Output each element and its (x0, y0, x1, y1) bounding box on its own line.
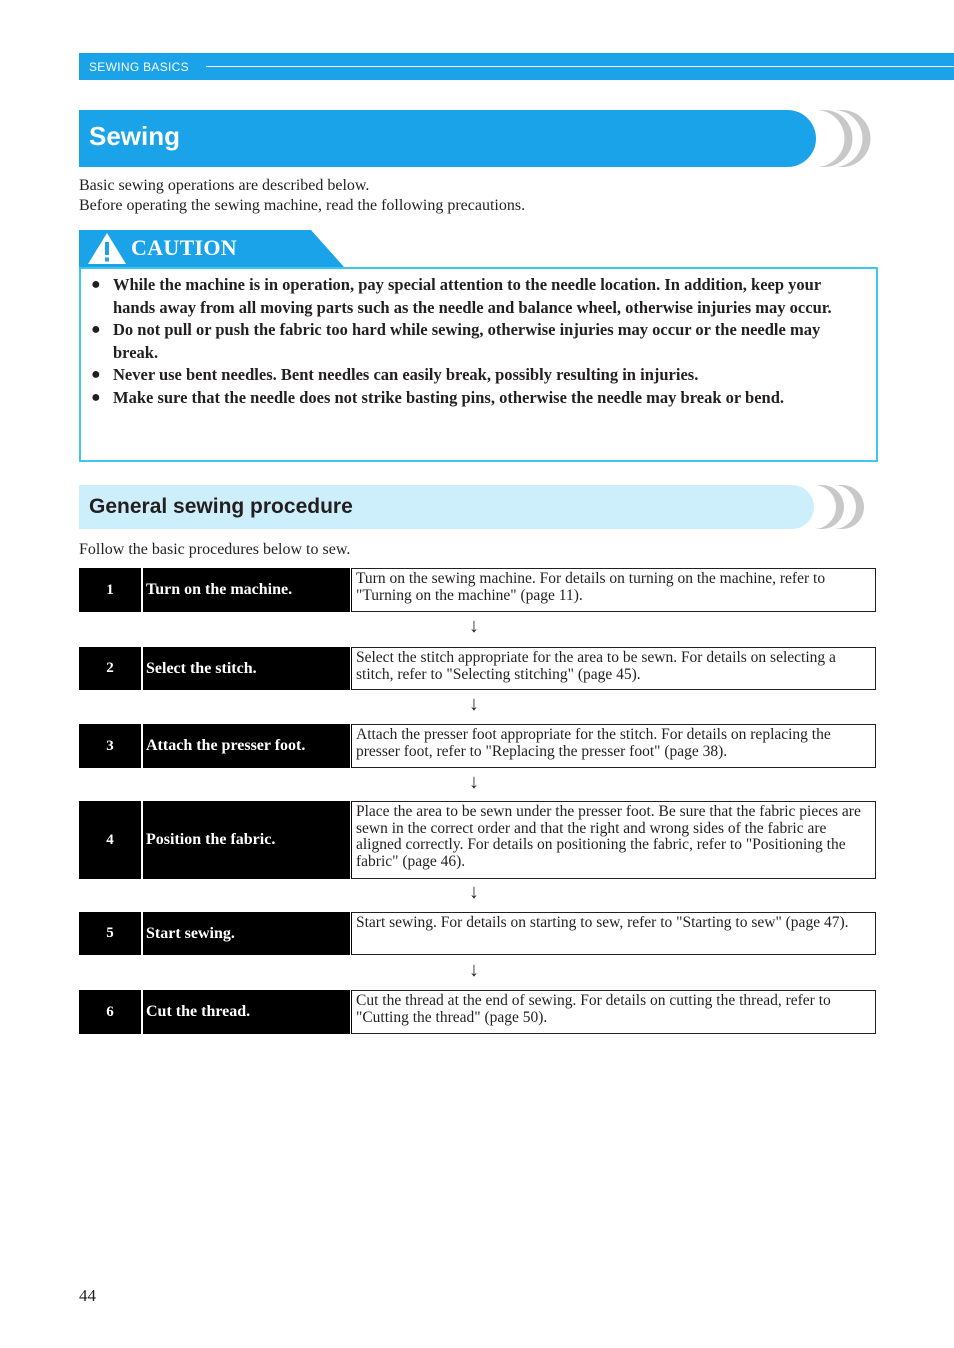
bullet-icon: ● (91, 366, 101, 383)
subsection-title: General sewing procedure (89, 495, 353, 518)
step-name: Attach the presser foot. (143, 724, 351, 768)
step-row (79, 801, 876, 879)
step-row (79, 912, 876, 955)
bullet-icon: ● (91, 276, 101, 293)
caution-item: ● While the machine is in operation, pay special attention to the needle location. In addition, keep your hands away from all moving parts such as the needle and balance wheel, otherwise injuries may occur. (91, 275, 832, 317)
step-description: Cut the thread at the end of sewing. For details on cutting the thread, refer to "Cutting the thread" (page 50). (351, 990, 876, 1034)
step-number: 3 (79, 724, 143, 768)
step-number: 5 (79, 912, 143, 955)
down-arrow-icon: ↓ (469, 615, 479, 637)
subsection-decoration (812, 485, 870, 529)
down-arrow-icon: ↓ (469, 693, 479, 715)
step-name: Select the stitch. (143, 647, 351, 690)
step-description: Turn on the sewing machine. For details on turning on the machine, refer to "Turning on the machine" (page 11). (351, 568, 876, 612)
caution-item: ● Do not pull or push the fabric too hard while sewing, otherwise injuries may occur or the needle may break. (91, 320, 821, 362)
caution-label: CAUTION (131, 235, 237, 260)
page-number: 44 (79, 1286, 96, 1305)
running-header (79, 53, 954, 80)
section-label: SEWING BASICS (89, 60, 189, 74)
caution-item: ● Never use bent needles. Bent needles can easily break, possibly resulting in injuries. (91, 364, 866, 387)
step-name: Position the fabric. (143, 801, 351, 879)
step-name: Cut the thread. (143, 990, 351, 1034)
step-description: Place the area to be sewn under the presser foot. Be sure that the fabric pieces are sewn in the correct order and that the right and wrong sides of the fabric are aligned correctly. For details on positioning the fabric, refer to "Positioning the fabric" (page 46). (351, 801, 876, 879)
subsection-bar (79, 485, 814, 529)
step-number: 2 (79, 647, 143, 690)
title-decoration (816, 110, 872, 167)
caution-item: ● Make sure that the needle does not strike basting pins, otherwise the needle may break or bend. (91, 387, 866, 410)
title-bar (79, 110, 816, 167)
step-row (79, 990, 876, 1034)
step-number: 1 (79, 568, 143, 612)
step-row (79, 647, 876, 690)
caution-list (91, 274, 866, 409)
header-rule (206, 66, 954, 67)
down-arrow-icon: ↓ (469, 959, 479, 981)
step-description: Select the stitch appropriate for the area to be sewn. For details on selecting a stitch, refer to "Selecting stitching" (page 45). (351, 647, 876, 690)
intro-line-1: Basic sewing operations are described below. (79, 177, 370, 194)
intro-line-2: Before operating the sewing machine, read the following precautions. (79, 197, 526, 214)
step-number: 4 (79, 801, 143, 879)
step-name: Start sewing. (143, 912, 351, 955)
bullet-icon: ● (91, 388, 101, 406)
caution-box (79, 267, 878, 462)
step-row (79, 724, 876, 768)
intro-text (79, 176, 525, 216)
page-title: Sewing (89, 121, 181, 151)
step-description: Start sewing. For details on starting to sew, refer to "Starting to sew" (page 47). (351, 912, 876, 955)
step-row (79, 568, 876, 612)
down-arrow-icon: ↓ (469, 771, 479, 793)
bullet-icon: ● (91, 321, 101, 338)
step-number: 6 (79, 990, 143, 1034)
procedure-lead: Follow the basic procedures below to sew. (79, 541, 351, 558)
step-name: Turn on the machine. (143, 568, 351, 612)
down-arrow-icon: ↓ (469, 881, 479, 903)
step-description: Attach the presser foot appropriate for the stitch. For details on replacing the presser foot, refer to "Replacing the presser foot" (page 38). (351, 724, 876, 768)
